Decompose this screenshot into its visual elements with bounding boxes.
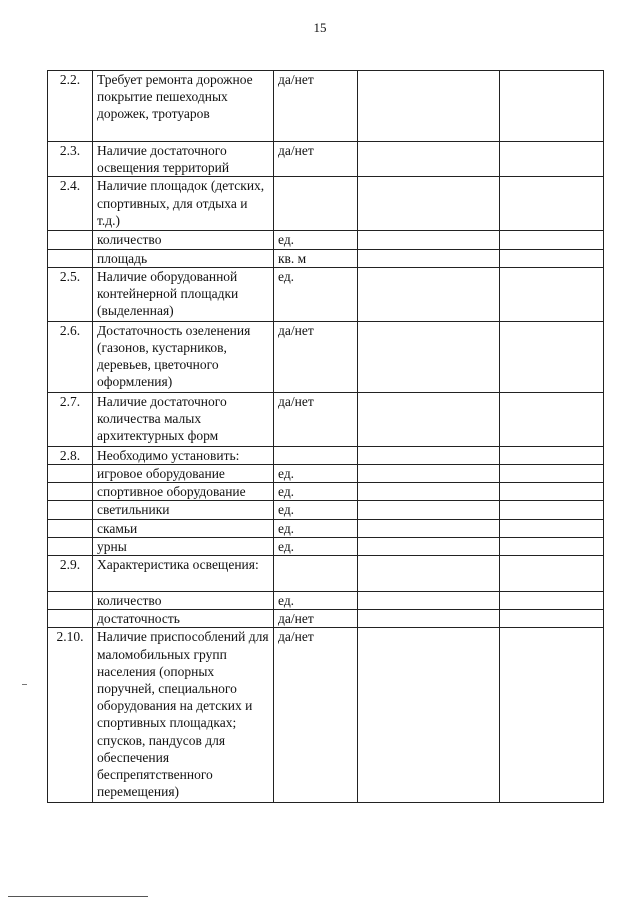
row-value-cell	[358, 267, 500, 321]
table-row	[48, 392, 604, 446]
row-unit: да/нет	[274, 321, 358, 392]
row-number: 2.6.	[48, 321, 93, 392]
row-value-cell	[358, 177, 500, 231]
table-body	[48, 71, 604, 803]
row-note-cell	[500, 501, 604, 519]
table-row	[48, 231, 604, 249]
table-row	[48, 592, 604, 610]
row-unit: ед.	[274, 465, 358, 483]
row-note-cell	[500, 519, 604, 537]
table-row	[48, 71, 604, 142]
row-unit: да/нет	[274, 610, 358, 628]
row-value-cell	[358, 501, 500, 519]
row-indicator: площадь	[93, 249, 274, 267]
row-indicator: достаточность	[93, 610, 274, 628]
row-unit	[274, 177, 358, 231]
table-row	[48, 249, 604, 267]
row-value-cell	[358, 556, 500, 592]
row-number	[48, 501, 93, 519]
row-unit: ед.	[274, 537, 358, 555]
row-number	[48, 231, 93, 249]
row-note-cell	[500, 556, 604, 592]
row-value-cell	[358, 519, 500, 537]
row-number: 2.5.	[48, 267, 93, 321]
row-number: 2.9.	[48, 556, 93, 592]
row-indicator: Требует ремонта дорожное покрытие пешеходных дорожек, тротуаров	[93, 71, 274, 142]
row-unit: да/нет	[274, 142, 358, 177]
page-number: 15	[313, 20, 327, 35]
row-unit: ед.	[274, 267, 358, 321]
table-row	[48, 628, 604, 803]
row-value-cell	[358, 249, 500, 267]
table-row	[48, 321, 604, 392]
row-indicator: спортивное оборудование	[93, 483, 274, 501]
footer-rule	[8, 896, 148, 897]
row-note-cell	[500, 483, 604, 501]
row-unit: ед.	[274, 483, 358, 501]
row-note-cell	[500, 537, 604, 555]
row-number	[48, 519, 93, 537]
table-row	[48, 483, 604, 501]
row-indicator: игровое оборудование	[93, 465, 274, 483]
row-number: 2.4.	[48, 177, 93, 231]
row-value-cell	[358, 321, 500, 392]
row-number	[48, 537, 93, 555]
row-value-cell	[358, 231, 500, 249]
row-unit: ед.	[274, 519, 358, 537]
row-unit: ед.	[274, 592, 358, 610]
table-row	[48, 142, 604, 177]
table-row	[48, 446, 604, 464]
row-value-cell	[358, 537, 500, 555]
table-row	[48, 501, 604, 519]
inspection-table	[47, 70, 604, 803]
row-value-cell	[358, 446, 500, 464]
row-number: 2.10.	[48, 628, 93, 803]
row-value-cell	[358, 610, 500, 628]
row-note-cell	[500, 465, 604, 483]
row-indicator: Наличие площадок (детских, спортивных, для отдыха и т.д.)	[93, 177, 274, 231]
row-number: 2.8.	[48, 446, 93, 464]
row-value-cell	[358, 483, 500, 501]
row-indicator: светильники	[93, 501, 274, 519]
row-note-cell	[500, 628, 604, 803]
row-value-cell	[358, 142, 500, 177]
row-value-cell	[358, 71, 500, 142]
row-note-cell	[500, 71, 604, 142]
row-number	[48, 592, 93, 610]
table-row	[48, 537, 604, 555]
row-indicator: Наличие достаточного освещения территорий	[93, 142, 274, 177]
row-note-cell	[500, 610, 604, 628]
row-number	[48, 610, 93, 628]
row-number	[48, 465, 93, 483]
margin-mark	[22, 684, 27, 685]
table-row	[48, 610, 604, 628]
row-indicator: Наличие оборудованной контейнерной площадки (выделенная)	[93, 267, 274, 321]
row-note-cell	[500, 142, 604, 177]
table-row	[48, 465, 604, 483]
row-value-cell	[358, 392, 500, 446]
row-number: 2.7.	[48, 392, 93, 446]
row-value-cell	[358, 592, 500, 610]
row-indicator: Наличие приспособлений для маломобильных групп населения (опорных поручней, специального оборудования на детских и спортивных площадках; спусков, пандусов для обеспечения беспрепятственного перемещения)	[93, 628, 274, 803]
row-note-cell	[500, 249, 604, 267]
row-value-cell	[358, 465, 500, 483]
row-number	[48, 249, 93, 267]
table-row	[48, 267, 604, 321]
table-row	[48, 177, 604, 231]
row-note-cell	[500, 231, 604, 249]
row-indicator: Характеристика освещения:	[93, 556, 274, 592]
row-unit: ед.	[274, 501, 358, 519]
table-row	[48, 556, 604, 592]
row-indicator: урны	[93, 537, 274, 555]
row-indicator: Наличие достаточного количества малых архитектурных форм	[93, 392, 274, 446]
row-number	[48, 483, 93, 501]
row-indicator: количество	[93, 592, 274, 610]
row-note-cell	[500, 177, 604, 231]
row-number: 2.3.	[48, 142, 93, 177]
row-unit: кв. м	[274, 249, 358, 267]
row-unit: да/нет	[274, 392, 358, 446]
row-note-cell	[500, 592, 604, 610]
row-indicator: количество	[93, 231, 274, 249]
row-note-cell	[500, 321, 604, 392]
row-unit	[274, 556, 358, 592]
row-unit	[274, 446, 358, 464]
row-indicator: Необходимо установить:	[93, 446, 274, 464]
row-unit: ед.	[274, 231, 358, 249]
row-indicator: Достаточность озеленения (газонов, кустарников, деревьев, цветочного оформления)	[93, 321, 274, 392]
row-unit: да/нет	[274, 628, 358, 803]
row-note-cell	[500, 392, 604, 446]
row-value-cell	[358, 628, 500, 803]
table-row	[48, 519, 604, 537]
row-note-cell	[500, 267, 604, 321]
row-indicator: скамьи	[93, 519, 274, 537]
row-note-cell	[500, 446, 604, 464]
row-unit: да/нет	[274, 71, 358, 142]
row-number: 2.2.	[48, 71, 93, 142]
